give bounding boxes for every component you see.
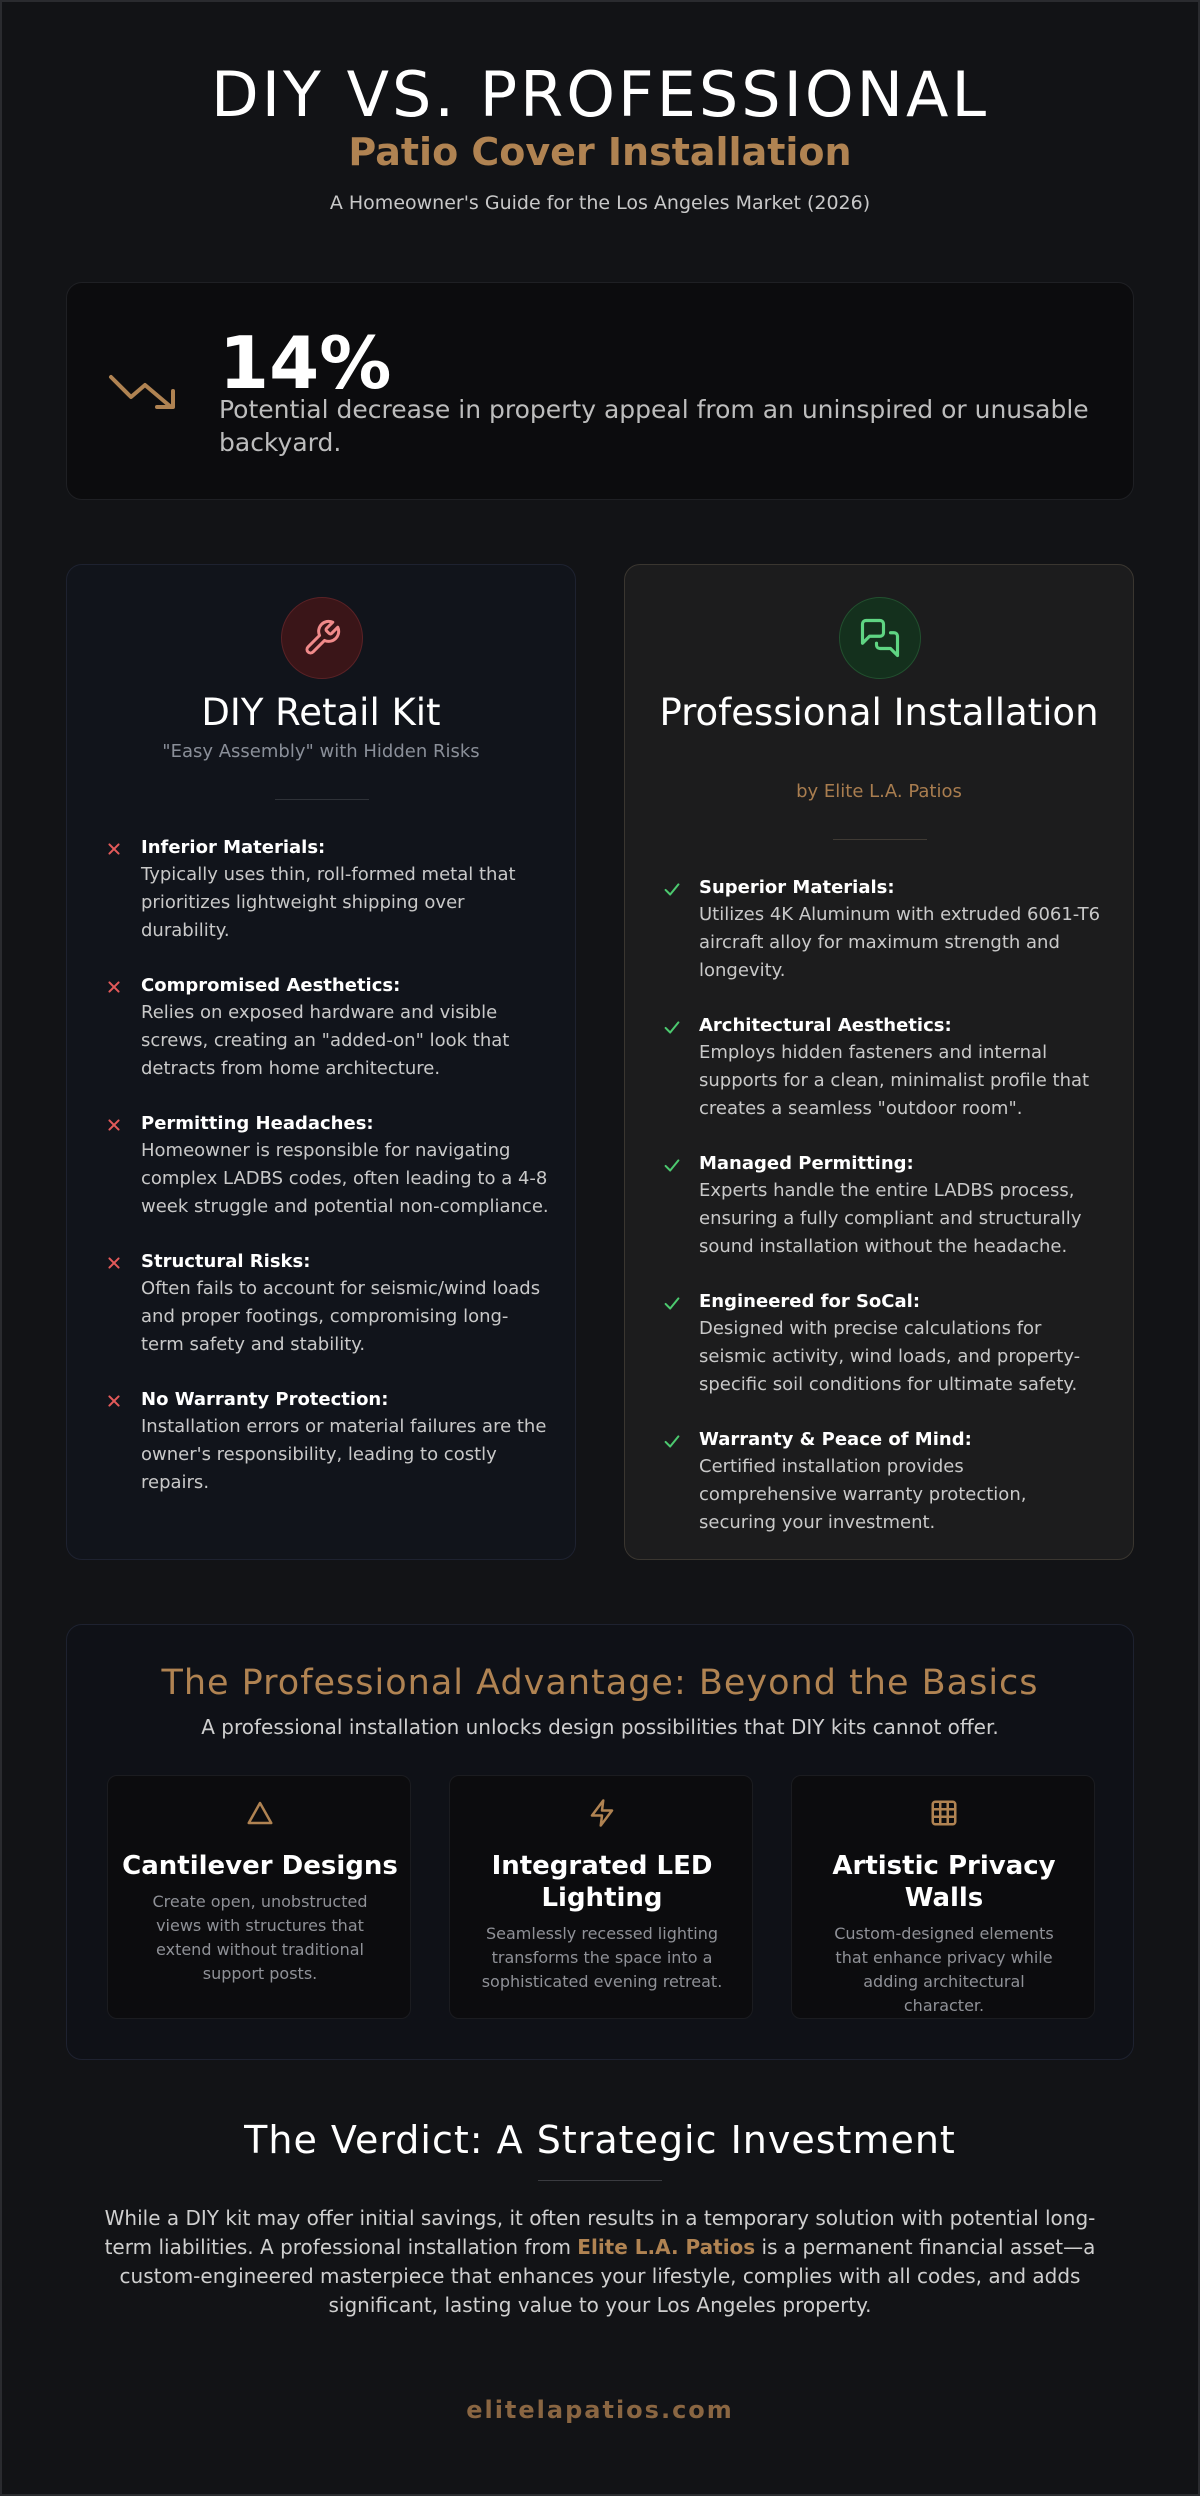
check-icon xyxy=(661,878,683,900)
stat-card xyxy=(66,282,1134,500)
page-tagline: A Homeowner's Guide for the Los Angeles Market (2026) xyxy=(329,192,871,214)
chat-icon xyxy=(859,617,901,659)
item-description: Utilizes 4K Aluminum with extruded 6061-T6 aircraft alloy for maximum strength and longevity. xyxy=(699,904,1101,981)
verdict-text-part: While a DIY kit may offer initial savings, it often results in a temporary solution with potential long-term liabilities. A professional installation from xyxy=(104,2206,1096,2259)
diy-card xyxy=(66,564,576,1560)
item-description: Experts handle the entire LADBS process, ensuring a fully compliant and structurally sound installation without the headache. xyxy=(699,1180,1082,1257)
advantage-section xyxy=(66,1624,1134,2060)
item-description: Installation errors or material failures are the owner's responsibility, leading to costly repairs. xyxy=(141,1416,547,1493)
item-description: Employs hidden fasteners and internal supports for a clean, minimalist profile that creates a seamless "outdoor room". xyxy=(699,1042,1090,1119)
feature-title: Cantilever Designs xyxy=(122,1851,398,1881)
verdict-brand: Elite L.A. Patios xyxy=(577,2235,756,2259)
item-description: Certified installation provides comprehensive warranty protection, securing your investment. xyxy=(699,1456,1027,1533)
item-description: Often fails to account for seismic/wind loads and proper footings, compromising long-term safety and stability. xyxy=(141,1278,541,1355)
x-icon xyxy=(103,1114,125,1136)
verdict-divider xyxy=(538,2180,662,2181)
pro-list-item xyxy=(661,1427,1107,1537)
pro-title: Professional Installation xyxy=(659,691,1099,734)
check-icon xyxy=(661,1292,683,1314)
grid-icon xyxy=(929,1798,959,1828)
diy-list-item xyxy=(103,973,549,1083)
diy-title: DIY Retail Kit xyxy=(201,691,441,734)
pro-card xyxy=(624,564,1134,1560)
page-title: DIY VS. PROFESSIONAL xyxy=(210,58,990,131)
advantage-title: The Professional Advantage: Beyond the Basics xyxy=(161,1663,1039,1703)
item-description: Designed with precise calculations for seismic activity, wind loads, and property-specific soil conditions for ultimate safety. xyxy=(699,1318,1081,1395)
x-icon xyxy=(103,1390,125,1412)
item-title: Managed Permitting: xyxy=(699,1153,914,1174)
triangle-icon xyxy=(245,1798,275,1828)
item-title: Permitting Headaches: xyxy=(141,1113,374,1134)
item-title: No Warranty Protection: xyxy=(141,1389,389,1410)
item-title: Inferior Materials: xyxy=(141,837,326,858)
pro-list-item xyxy=(661,1289,1107,1399)
footer-website: elitelapatios.com xyxy=(466,2396,734,2424)
feature-description: Seamlessly recessed lighting transforms the space into a sophisticated evening retreat. xyxy=(481,1924,723,1991)
item-title: Architectural Aesthetics: xyxy=(699,1015,952,1036)
trending-down-icon xyxy=(107,367,187,417)
pro-list-item xyxy=(661,875,1107,985)
feature-description: Create open, unobstructed views with structures that extend without traditional support posts. xyxy=(152,1892,368,1983)
verdict-title: The Verdict: A Strategic Investment xyxy=(244,2118,956,2162)
item-title: Structural Risks: xyxy=(141,1251,311,1272)
feature-title: Integrated LED Lighting xyxy=(491,1851,713,1913)
stat-description: Potential decrease in property appeal from an uninspired or unusable backyard. xyxy=(219,395,1089,457)
item-title: Warranty & Peace of Mind: xyxy=(699,1429,972,1450)
item-title: Compromised Aesthetics: xyxy=(141,975,401,996)
wrench-icon xyxy=(302,618,342,658)
diy-subtitle: "Easy Assembly" with Hidden Risks xyxy=(162,741,480,762)
pro-divider xyxy=(833,839,927,840)
item-title: Superior Materials: xyxy=(699,877,895,898)
x-icon xyxy=(103,976,125,998)
diy-divider xyxy=(275,799,369,800)
feature-card-cantilever xyxy=(107,1775,411,2019)
stat-value: 14% xyxy=(219,321,392,405)
diy-badge xyxy=(281,597,363,679)
feature-description: Custom-designed elements that enhance privacy while adding architectural character. xyxy=(834,1924,1054,2015)
pro-list-item xyxy=(661,1151,1107,1261)
diy-list-item xyxy=(103,1111,549,1221)
check-icon xyxy=(661,1430,683,1452)
item-description: Relies on exposed hardware and visible screws, creating an "added-on" look that detracts from home architecture. xyxy=(141,1002,510,1079)
diy-list-item xyxy=(103,1387,549,1497)
verdict-text-part: is a permanent financial asset—a custom-engineered masterpiece that enhances your lifestyle, complies with all codes, and adds significant, lasting value to your Los Angeles property. xyxy=(119,2235,1096,2317)
page-subtitle: Patio Cover Installation xyxy=(348,130,852,174)
pro-list-item xyxy=(661,1013,1107,1123)
feature-title: Artistic Privacy Walls xyxy=(832,1851,1056,1913)
pro-subtitle: by Elite L.A. Patios xyxy=(796,781,962,802)
check-icon xyxy=(661,1154,683,1176)
item-description: Typically uses thin, roll-formed metal that prioritizes lightweight shipping over durability. xyxy=(141,864,516,941)
verdict-text xyxy=(96,2204,1104,2320)
diy-list-item xyxy=(103,1249,549,1359)
x-icon xyxy=(103,1252,125,1274)
diy-list-item xyxy=(103,835,549,945)
pro-list xyxy=(661,875,1107,1565)
feature-card-led xyxy=(449,1775,753,2019)
x-icon xyxy=(103,838,125,860)
feature-card-privacy xyxy=(791,1775,1095,2019)
lightning-icon xyxy=(587,1798,617,1828)
check-icon xyxy=(661,1016,683,1038)
item-description: Homeowner is responsible for navigating complex LADBS codes, often leading to a 4-8 week struggle and potential non-compliance. xyxy=(141,1140,549,1217)
pro-badge xyxy=(839,597,921,679)
advantage-subtitle: A professional installation unlocks design possibilities that DIY kits cannot offer. xyxy=(201,1715,999,1739)
item-title: Engineered for SoCal: xyxy=(699,1291,921,1312)
diy-list xyxy=(103,835,549,1525)
